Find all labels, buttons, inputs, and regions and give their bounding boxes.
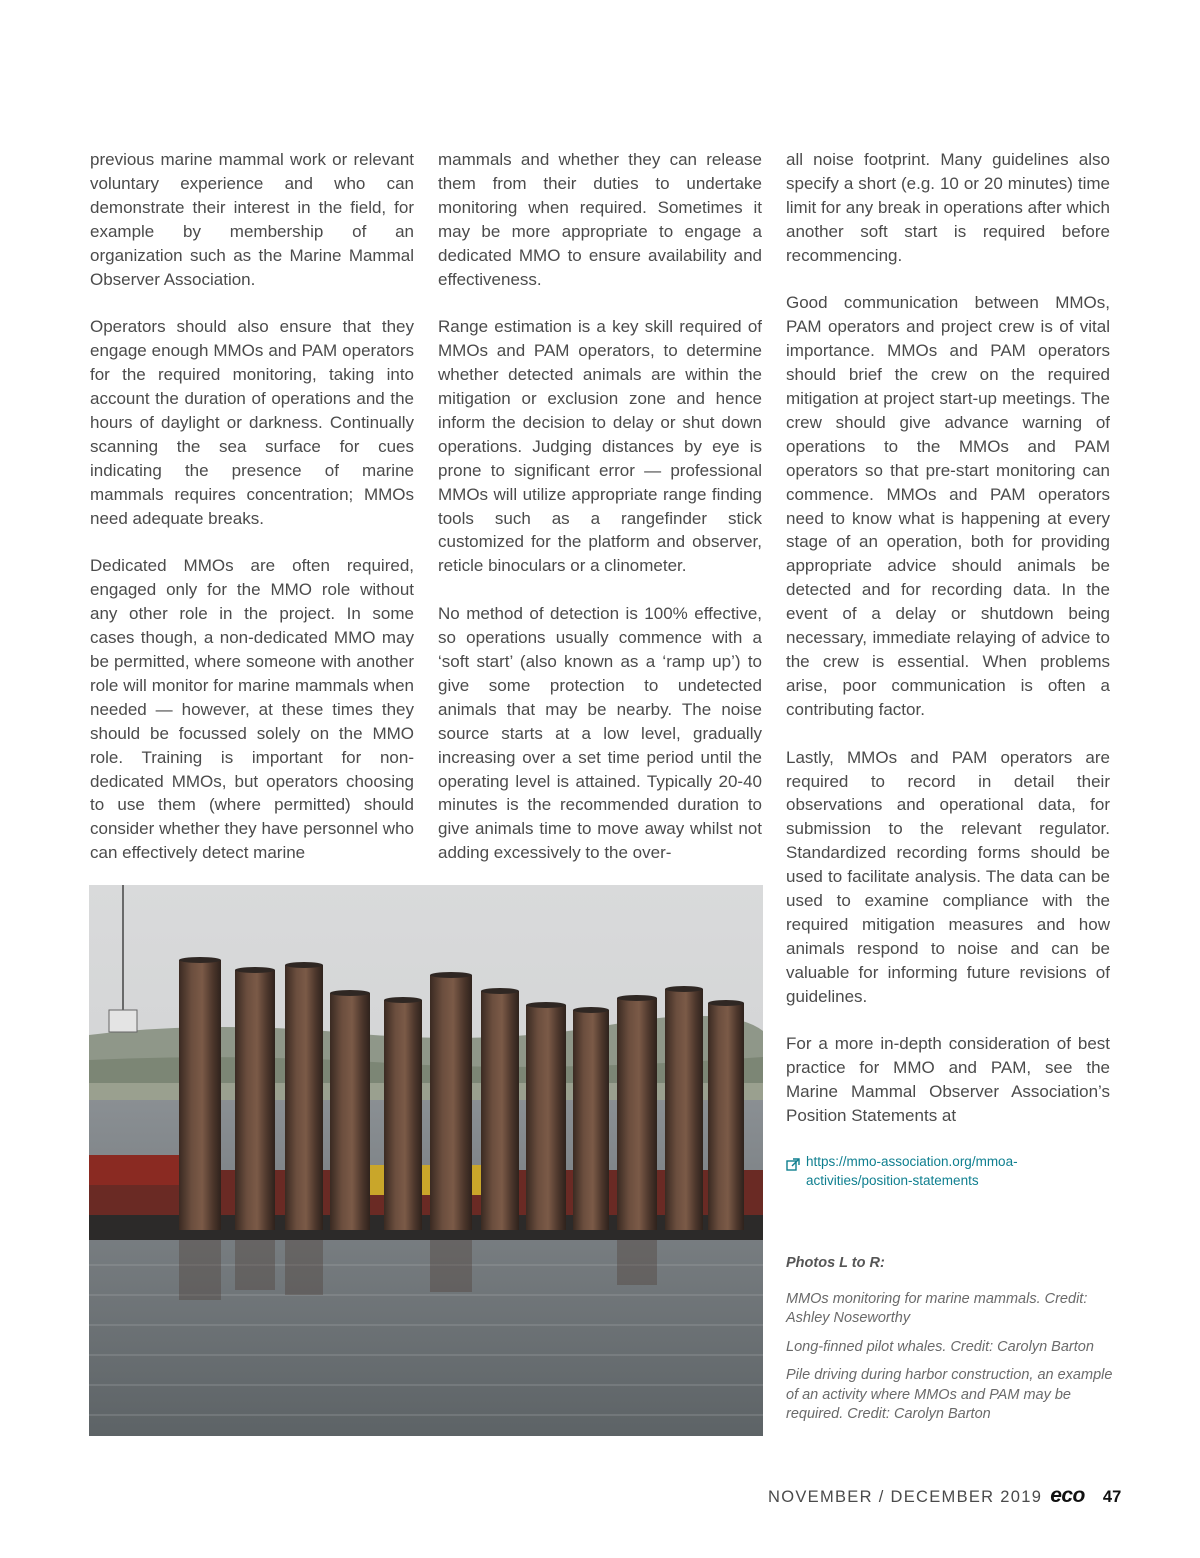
paragraph: Operators should also ensure that they engage enough MMOs and PAM operators for the required monitoring, taking into account the duration of operations and the hours of daylight or darkness. Continually scanning the sea surface for cues indicating the presence of marine mammals requires concentration; MMOs need adequate breaks.	[90, 317, 414, 528]
magazine-logo: eco	[1050, 1484, 1085, 1507]
page-number: 47	[1102, 1488, 1122, 1506]
position-statements-link[interactable]	[786, 1152, 1110, 1190]
article-column-3	[786, 148, 1110, 1190]
link-url-line-1[interactable]: https://mmo-association.org/mmoa-	[806, 1154, 1018, 1169]
article-column-2	[438, 148, 762, 865]
paragraph: mammals and whether they can release them from their duties to undertake monitoring when required. Sometimes it may be more appropriate to engage a dedicated MMO to ensure availability and effectiveness.	[438, 150, 762, 289]
caption: Pile driving during harbor construction, an example of an activity where MMOs and PAM may be required. Credit: Carolyn Barton	[786, 1367, 1113, 1422]
paragraph: Lastly, MMOs and PAM operators are required to record in detail their observations and operational data, for submission to the relevant regulator. Standardized recording forms should be used to facilitate analysis. The data can be used to examine compliance with the required mitigation measures and how animals respond to noise and can be valuable for informing future revisions of guidelines.	[786, 747, 1110, 1006]
external-link-icon	[786, 1152, 806, 1179]
page-footer	[768, 1484, 1168, 1514]
caption: Long-finned pilot whales. Credit: Carolyn Barton	[786, 1338, 1094, 1355]
article-column-1	[90, 148, 414, 865]
pile-driving-photo	[89, 885, 763, 1436]
paragraph: previous marine mammal work or relevant voluntary experience and who can demonstrate their interest in the field, for example by membership of an organization such as the Marine Mammal Observer Association.	[90, 150, 414, 289]
paragraph: Dedicated MMOs are often required, engaged only for the MMO role without any other role in the project. In some cases though, a non-dedicated MMO may be permitted, where someone with another role will monitor for marine mammals when needed — however, at these times they should be focussed solely on the MMO role. Training is important for non-dedicated MMOs, but operators choosing to use them (where permitted) should consider whether they have personnel who can effectively detect marine	[90, 556, 414, 863]
paragraph: Range estimation is a key skill required of MMOs and PAM operators, to determine whether detected animals are within the mitigation or exclusion zone and hence inform the decision to delay or shut down operations. Judging distances by eye is prone to significant error — professional MMOs will utilize appropriate range finding tools such as a rangefinder stick customized for the platform and observer, reticle binoculars or a clinometer.	[438, 317, 762, 576]
paragraph: For a more in-depth consideration of best practice for MMO and PAM, see the Marine Mammal Observer Association’s Position Statements at	[786, 1034, 1110, 1126]
caption: MMOs monitoring for marine mammals. Credit: Ashley Noseworthy	[786, 1290, 1088, 1326]
captions-heading: Photos L to R:	[786, 1255, 885, 1271]
issue-date: NOVEMBER / DECEMBER 2019	[768, 1488, 1043, 1506]
paragraph: all noise footprint. Many guidelines also specify a short (e.g. 10 or 20 minutes) time limit for any break in operations after which another soft start is required before recommencing.	[786, 150, 1110, 265]
link-url[interactable]	[806, 1152, 1018, 1190]
paragraph: No method of detection is 100% effective, so operations usually commence with a ‘soft start’ (also known as a ‘ramp up’) to give some protection to undetected animals that may be nearby. The noise source starts at a low level, gradually increasing over a set time period until the operating level is attained. Typically 20-40 minutes is the recommended duration to give animals time to move away whilst not adding excessively to the over-	[438, 604, 762, 863]
photo-captions	[786, 1254, 1116, 1434]
link-url-line-2[interactable]: activities/position-statements	[806, 1173, 979, 1188]
paragraph: Good communication between MMOs, PAM operators and project crew is of vital importance. MMOs and PAM operators should brief the crew on the required mitigation at project start-up meetings. The crew should give advance warning of operations to the MMOs and PAM operators so that pre-start monitoring can commence. MMOs and PAM operators need to know what is happening at every stage of an operation, both for providing appropriate advice should animals be detected and for recording data. In the event of a delay or shutdown being necessary, immediate relaying of advice to the crew is essential. When problems arise, poor communication is often a contributing factor.	[786, 293, 1110, 719]
